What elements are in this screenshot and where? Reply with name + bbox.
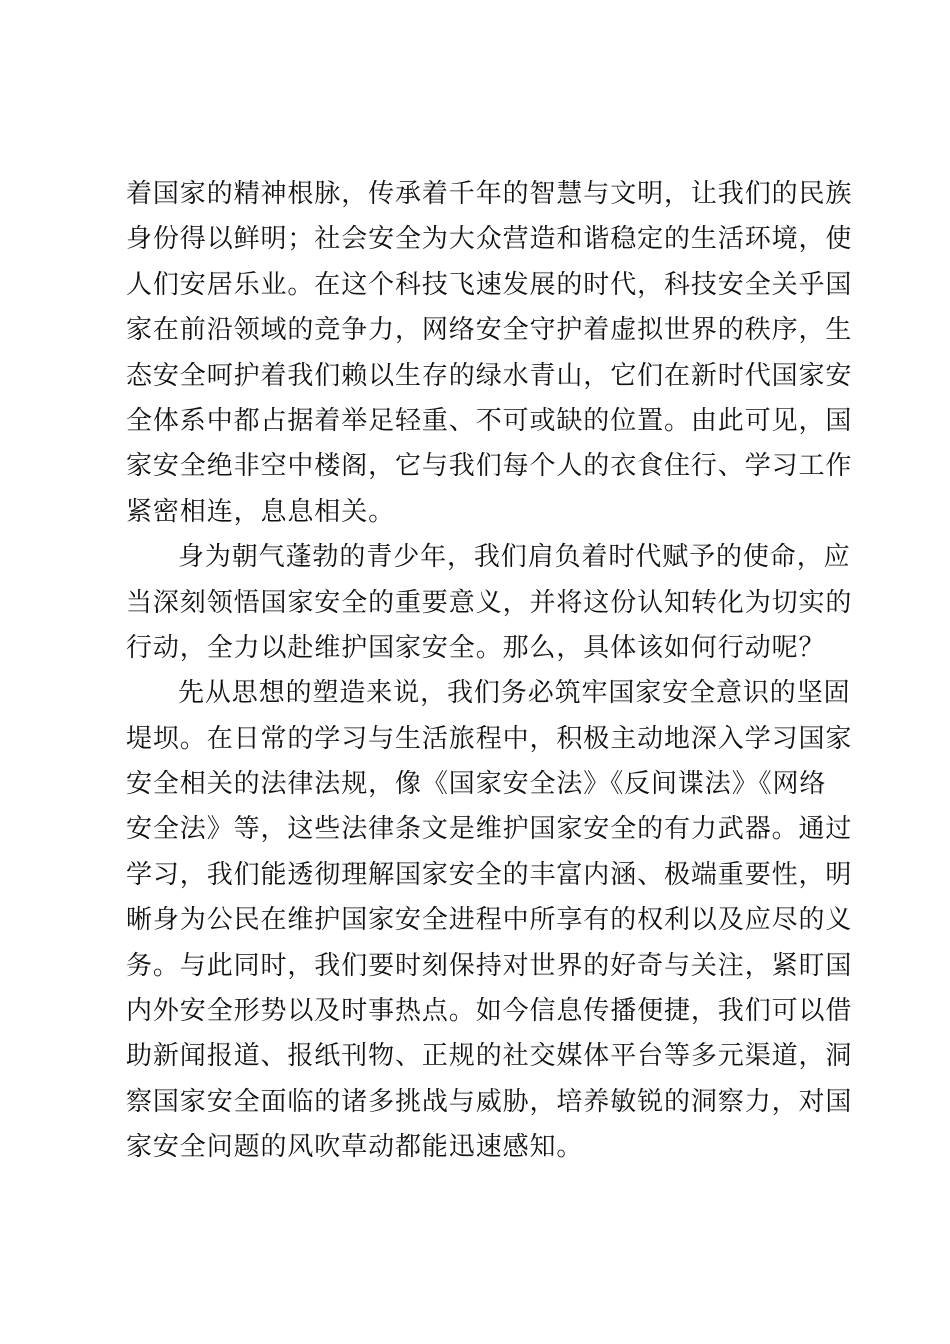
text-line: 着国家的精神根脉，传承着千年的智慧与文明，让我们的民族 [126,179,853,209]
paragraph-3 [126,671,853,1170]
text-line: 晰身为公民在维护国家安全进程中所享有的权利以及应尽的义 [126,905,853,936]
text-line: 人们安居乐业。在这个科技飞速发展的时代，科技安全关乎国 [126,269,853,300]
text-line: 助新闻报道、报纸刊物、正规的社交媒体平台等多元渠道，洞 [126,1041,853,1072]
text-line: 家在前沿领域的竞争力，网络安全守护着虚拟世界的秩序，生 [126,315,853,346]
document-body [126,172,853,1171]
paragraph-2 [126,535,853,671]
text-line: 家安全问题的风吹草动都能迅速感知。 [126,1132,584,1163]
text-line: 先从思想的塑造来说，我们务必筑牢国家安全意识的坚固 [178,678,851,709]
text-line: 家安全绝非空中楼阁，它与我们每个人的衣食住行、学习工作 [126,451,853,482]
paragraph-1 [126,172,853,535]
text-line: 安全法》等，这些法律条文是维护国家安全的有力武器。通过 [126,814,853,845]
text-line: 全体系中都占据着举足轻重、不可或缺的位置。由此可见，国 [126,405,853,436]
text-line: 内外安全形势以及时事热点。如今信息传播便捷，我们可以借 [126,996,853,1027]
text-line: 学习，我们能透彻理解国家安全的丰富内涵、极端重要性，明 [126,859,853,890]
text-line: 紧密相连，息息相关。 [126,496,396,527]
text-line: 安全相关的法律法规，像《国家安全法》《反间谍法》《网络 [126,769,827,800]
text-line: 身为朝气蓬勃的青少年，我们肩负着时代赋予的使命，应 [178,542,851,573]
text-line: 态安全呵护着我们赖以生存的绿水青山，它们在新时代国家安 [126,360,853,391]
text-line: 堤坝。在日常的学习与生活旅程中，积极主动地深入学习国家 [126,723,853,754]
text-line: 察国家安全面临的诸多挑战与威胁，培养敏锐的洞察力，对国 [126,1086,853,1117]
text-line: 身份得以鲜明；社会安全为大众营造和谐稳定的生活环境，使 [126,224,853,255]
text-line: 务。与此同时，我们要时刻保持对世界的好奇与关注，紧盯国 [126,950,853,981]
text-line: 行动，全力以赴维护国家安全。那么，具体该如何行动呢？ [126,632,826,663]
text-line: 当深刻领悟国家安全的重要意义，并将这份认知转化为切实的 [126,587,853,618]
